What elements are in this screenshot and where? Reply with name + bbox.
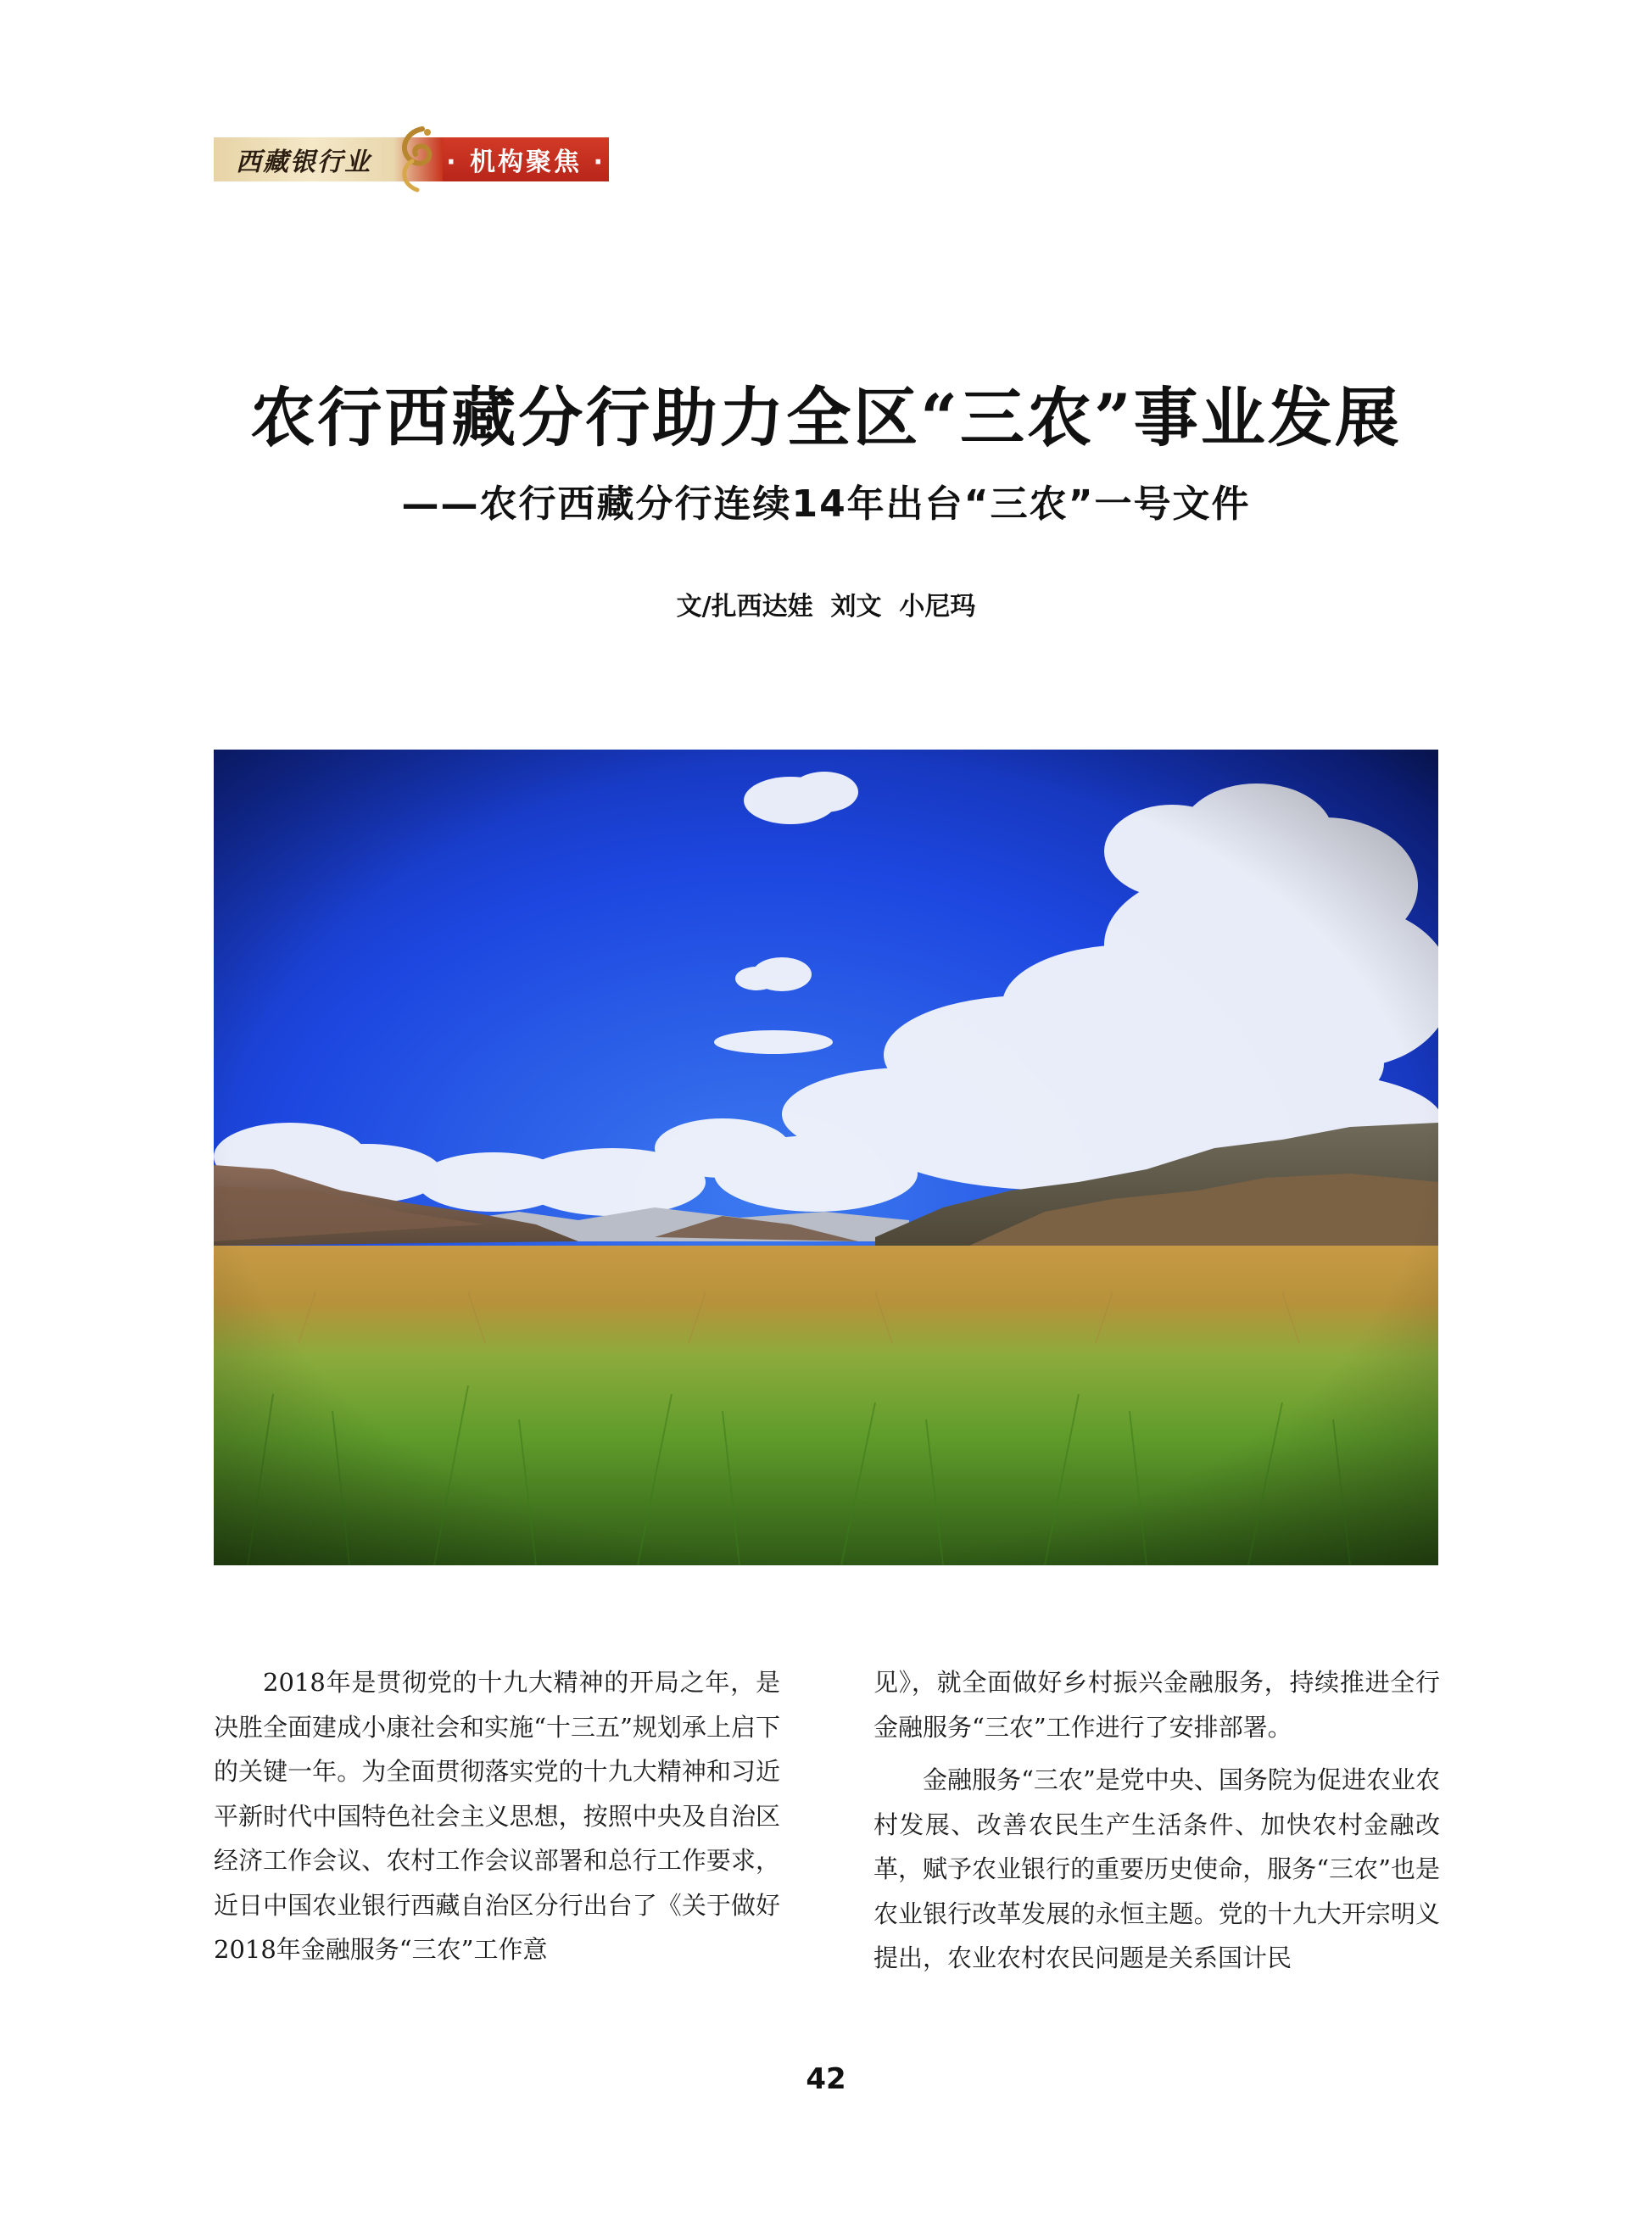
article-subtitle: ——农行西藏分行连续14年出台“三农”一号文件 xyxy=(401,482,1251,526)
body-paragraph: 2018年是贯彻党的十九大精神的开局之年，是决胜全面建成小康社会和实施“十三五”规划承上启下的关键一年。为全面贯彻落实党的十九大精神和习近平新时代中国特色社会主义思想，按照中央及自治区经济工作会议、农村工作会议部署和总行工作要求，近日中国农业银行西藏自治区分行出台了《关于做好2018年金融服务“三农”工作意 xyxy=(214,1668,780,1964)
gold-swirl-icon xyxy=(393,137,443,181)
article-byline: 文/扎西达娃 刘文 小尼玛 xyxy=(676,592,976,622)
section-label: · 机构聚焦 · xyxy=(443,137,609,181)
body-paragraph: 见》，就全面做好乡村振兴金融服务，持续推进全行金融服务“三农”工作进行了安排部署。 xyxy=(873,1668,1440,1742)
landscape-photo xyxy=(214,750,1438,1565)
section-banner xyxy=(214,137,609,181)
body-column-left xyxy=(214,1660,780,1972)
article-title: 农行西藏分行助力全区“三农”事业发展 xyxy=(250,380,1402,455)
body-column-right xyxy=(873,1660,1440,1981)
page-number: 42 xyxy=(806,2062,846,2096)
magazine-name: 西藏银行业 xyxy=(214,137,393,181)
body-paragraph: 金融服务“三农”是党中央、国务院为促进农业农村发展、改善农民生产生活条件、加快农村金融改革，赋予农业银行的重要历史使命，服务“三农”也是农业银行改革发展的永恒主题。党的十九大开宗明义提出，农业农村农民问题是关系国计民 xyxy=(873,1765,1440,1972)
